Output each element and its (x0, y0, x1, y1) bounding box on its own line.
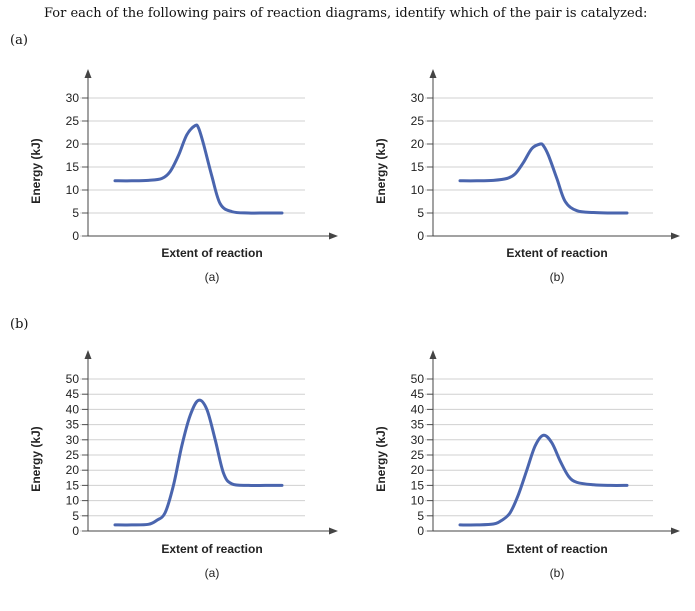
x-axis-arrow (671, 233, 680, 240)
y-tick-label: 50 (410, 372, 424, 386)
y-tick-label: 20 (65, 463, 79, 478)
y-axis-title: Energy (kJ) (29, 138, 43, 204)
y-tick-label: 25 (65, 114, 79, 128)
chart-sublabel: (a) (204, 270, 220, 284)
y-tick-label: 10 (65, 183, 79, 197)
energy-curve-line (460, 144, 627, 213)
y-tick-label: 0 (72, 229, 79, 243)
y-tick-label: 50 (65, 372, 79, 386)
y-tick-label: 15 (65, 478, 79, 493)
chart-a-right (374, 69, 680, 284)
chart-b-left (29, 350, 338, 580)
y-tick-label: 15 (410, 160, 424, 174)
y-axis-arrow (85, 350, 92, 359)
y-tick-label: 15 (410, 478, 424, 493)
y-tick-label: 25 (65, 448, 79, 462)
chart-b-right (374, 350, 680, 580)
y-tick-label: 30 (65, 91, 79, 105)
y-axis-title: Energy (kJ) (29, 426, 43, 492)
y-axis-title: Energy (kJ) (374, 426, 388, 492)
x-axis-arrow (671, 528, 680, 535)
question-text: For each of the following pairs of reaction diagrams, identify which of the pair is catalyzed: (44, 6, 648, 21)
y-tick-label: 20 (410, 463, 424, 478)
energy-curve-line (115, 125, 282, 213)
x-axis-arrow (329, 528, 338, 535)
y-tick-label: 0 (417, 524, 424, 538)
y-tick-label: 30 (410, 432, 424, 447)
y-tick-label: 5 (417, 508, 424, 523)
chart-sublabel: (a) (204, 566, 220, 580)
y-tick-label: 5 (72, 508, 79, 523)
y-axis-arrow (430, 69, 437, 78)
chart-a-left (29, 69, 338, 284)
y-tick-label: 40 (65, 402, 79, 417)
y-tick-label: 25 (410, 114, 424, 128)
y-tick-label: 10 (410, 493, 424, 508)
x-axis-title: Extent of reaction (506, 246, 608, 260)
y-tick-label: 15 (65, 160, 79, 174)
part-label-a: (a) (10, 33, 28, 48)
y-tick-label: 40 (410, 402, 424, 417)
part-label-b: (b) (10, 317, 29, 332)
y-tick-label: 35 (410, 417, 424, 432)
x-axis-title: Extent of reaction (161, 542, 263, 556)
y-tick-label: 10 (65, 493, 79, 508)
y-axis-title: Energy (kJ) (374, 138, 388, 204)
y-tick-label: 30 (410, 91, 424, 105)
x-axis-arrow (329, 233, 338, 240)
chart-sublabel: (b) (549, 270, 565, 284)
y-tick-label: 10 (410, 183, 424, 197)
energy-curve-line (460, 435, 627, 525)
x-axis-title: Extent of reaction (161, 246, 263, 260)
y-tick-label: 45 (410, 387, 424, 402)
y-tick-label: 5 (72, 206, 79, 220)
y-tick-label: 30 (65, 432, 79, 447)
y-axis-arrow (430, 350, 437, 359)
y-tick-label: 0 (72, 524, 79, 538)
y-tick-label: 5 (417, 206, 424, 220)
energy-curve-line (115, 400, 282, 525)
y-axis-arrow (85, 69, 92, 78)
y-tick-label: 20 (410, 137, 424, 151)
y-tick-label: 35 (65, 417, 79, 432)
y-tick-label: 45 (65, 387, 79, 402)
x-axis-title: Extent of reaction (506, 542, 608, 556)
y-tick-label: 25 (410, 448, 424, 462)
chart-sublabel: (b) (549, 566, 565, 580)
y-tick-label: 20 (65, 137, 79, 151)
y-tick-label: 0 (417, 229, 424, 243)
